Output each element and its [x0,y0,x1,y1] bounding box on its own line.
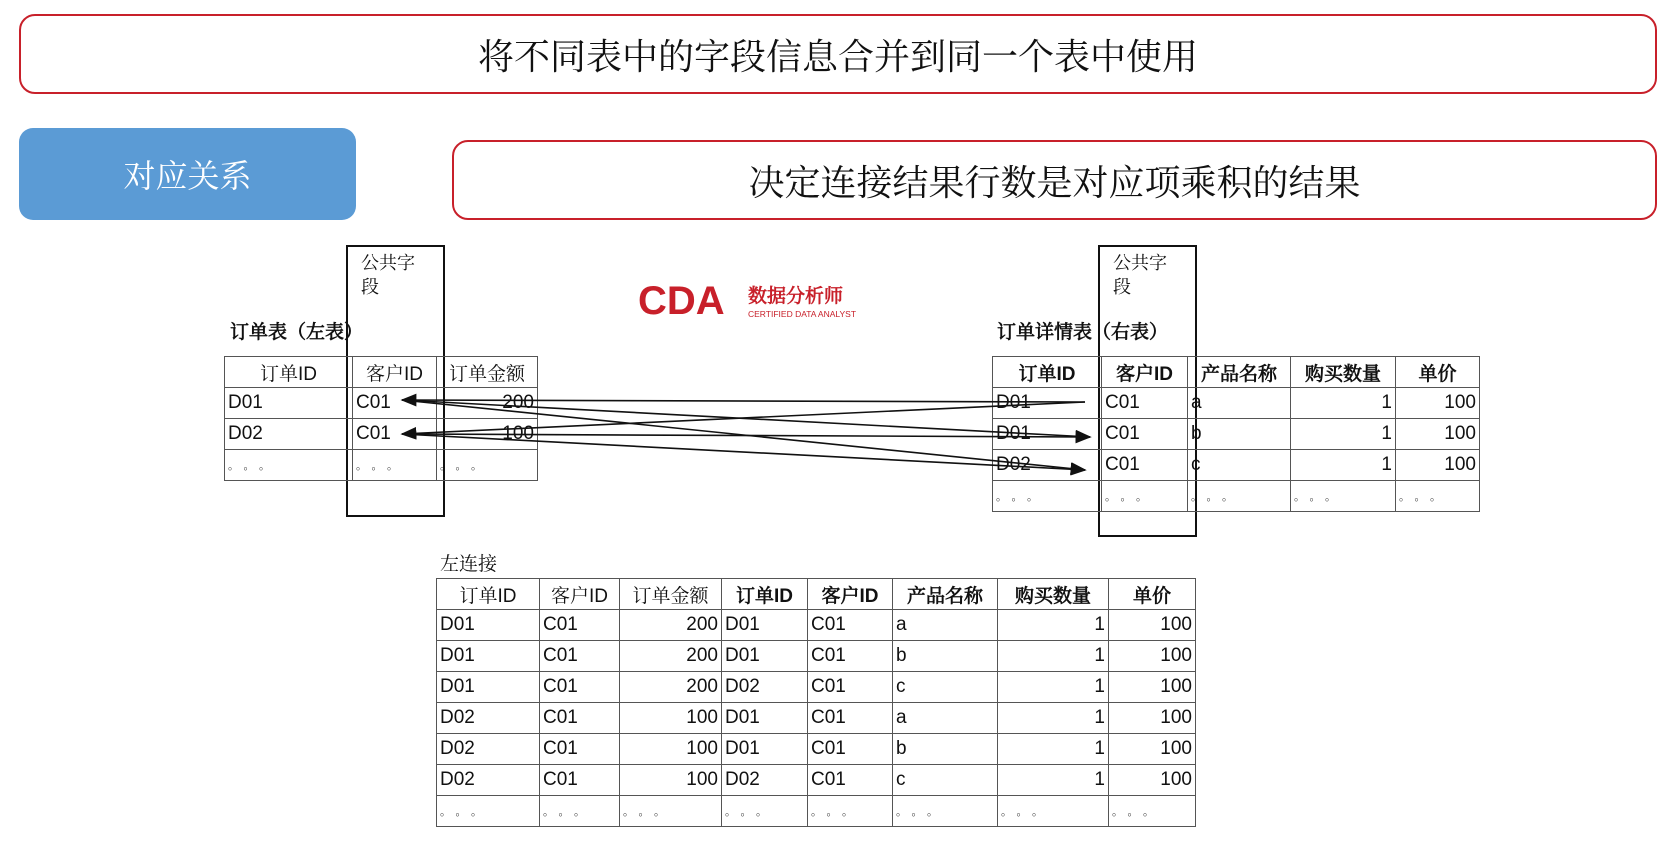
ellipsis-cell: 。。。 [993,481,1102,512]
table-cell: c [1188,450,1291,481]
column-header: 产品名称 [893,579,998,610]
table-cell: a [1188,388,1291,419]
table-cell: C01 [808,703,893,734]
right-common-field-label: 公共字段 [1113,253,1167,298]
rule-text: 决定连接结果行数是对应项乘积的结果 [748,162,1361,204]
ellipsis-cell: 。。。 [893,796,998,827]
table-cell: D01 [437,610,540,641]
column-header: 订单ID [437,579,540,610]
table-cell: D01 [993,388,1102,419]
mapping-arrow [402,434,1090,437]
table-cell: 200 [437,388,538,419]
table-cell: D02 [722,672,808,703]
table-cell: a [893,703,998,734]
mapping-arrow [402,434,1085,470]
ellipsis-cell: 。。。 [225,450,353,481]
table-cell: 100 [1396,450,1480,481]
column-header: 订单金额 [437,357,538,388]
column-header: 客户ID [540,579,620,610]
table-cell: C01 [540,734,620,765]
table-cell: a [893,610,998,641]
table-cell: 100 [1109,610,1196,641]
column-header: 购买数量 [998,579,1109,610]
column-header: 产品名称 [1188,357,1291,388]
table-cell: C01 [540,610,620,641]
ellipsis-cell: 。。。 [722,796,808,827]
table-cell: D02 [993,450,1102,481]
column-header: 客户ID [1102,357,1188,388]
ellipsis-cell: 。。。 [437,450,538,481]
table-cell: 100 [1109,765,1196,796]
table-cell: C01 [808,641,893,672]
table-cell: D01 [722,703,808,734]
table-row [437,765,1196,796]
table-cell: b [1188,419,1291,450]
table-row [437,703,1196,734]
logo-cn: 数据分析师 [748,285,844,307]
ellipsis-cell: 。。。 [1291,481,1396,512]
table-cell: D01 [722,734,808,765]
table-row [437,641,1196,672]
table-cell: C01 [353,419,437,450]
result-table [436,578,1196,827]
right-table-caption: 订单详情表（右表） [997,321,1169,343]
table-cell: 100 [1109,703,1196,734]
title-text: 将不同表中的字段信息合并到同一个表中使用 [477,36,1198,78]
table-cell: b [893,641,998,672]
table-cell: C01 [353,388,437,419]
table-cell: C01 [540,703,620,734]
table-cell: 100 [1109,734,1196,765]
column-header: 购买数量 [1291,357,1396,388]
column-header: 订单金额 [620,579,722,610]
ellipsis-cell: 。。。 [437,796,540,827]
table-cell: 1 [998,703,1109,734]
table-cell: C01 [808,765,893,796]
ellipsis-cell: 。。。 [1109,796,1196,827]
table-cell: C01 [808,610,893,641]
table-cell: C01 [1102,419,1188,450]
table-cell: C01 [540,765,620,796]
column-header: 订单ID [993,357,1102,388]
table-row [437,734,1196,765]
table-row [437,672,1196,703]
table-row [437,610,1196,641]
table-cell: D01 [437,641,540,672]
mapping-arrow [402,400,1085,402]
table-cell: D01 [225,388,353,419]
table-cell: C01 [808,672,893,703]
ellipsis-cell: 。。。 [1188,481,1291,512]
table-cell: 1 [998,641,1109,672]
table-cell: 1 [998,765,1109,796]
table-cell: c [893,672,998,703]
table-cell: C01 [1102,450,1188,481]
table-cell: C01 [808,734,893,765]
table-cell: b [893,734,998,765]
ellipsis-cell: 。。。 [1102,481,1188,512]
table-cell: 1 [998,672,1109,703]
result-table-caption: 左连接 [440,553,498,575]
result-table-header-row [437,579,1196,610]
table-cell: 100 [1109,641,1196,672]
logo-en: CERTIFIED DATA ANALYST [748,309,857,319]
mapping-arrow [402,400,1090,437]
relation-tag-label: 对应关系 [123,157,252,195]
table-cell: D01 [722,641,808,672]
table-cell: 100 [1109,672,1196,703]
ellipsis-cell: 。。。 [998,796,1109,827]
column-header: 订单ID [225,357,353,388]
table-cell: D01 [722,610,808,641]
table-cell: C01 [540,672,620,703]
table-cell: C01 [540,641,620,672]
table-cell: 200 [620,610,722,641]
table-cell: 1 [998,734,1109,765]
column-header: 单价 [1109,579,1196,610]
ellipsis-row [437,796,1196,827]
table-cell: D02 [437,703,540,734]
table-cell: D02 [437,765,540,796]
table-cell: c [893,765,998,796]
table-cell: D02 [437,734,540,765]
column-header: 客户ID [353,357,437,388]
left-common-field-label: 公共字段 [361,253,415,298]
table-cell: 1 [1291,388,1396,419]
ellipsis-cell: 。。。 [620,796,722,827]
ellipsis-cell: 。。。 [808,796,893,827]
table-cell: 100 [1396,419,1480,450]
table-cell: 200 [620,672,722,703]
table-cell: 100 [1396,388,1480,419]
table-cell: 100 [620,734,722,765]
column-header: 客户ID [808,579,893,610]
table-cell: D02 [722,765,808,796]
column-header: 订单ID [722,579,808,610]
table-cell: 100 [620,703,722,734]
table-cell: 100 [620,765,722,796]
table-cell: 200 [620,641,722,672]
ellipsis-cell: 。。。 [540,796,620,827]
table-cell: D01 [437,672,540,703]
ellipsis-cell: 。。。 [353,450,437,481]
table-cell: 1 [1291,450,1396,481]
table-cell: 1 [998,610,1109,641]
table-cell: 100 [437,419,538,450]
ellipsis-cell: 。。。 [1396,481,1480,512]
column-header: 单价 [1396,357,1480,388]
table-cell: D02 [225,419,353,450]
table-cell: C01 [1102,388,1188,419]
table-cell: D01 [993,419,1102,450]
logo-mark: CDA [638,282,725,322]
left-table-caption: 订单表（左表） [230,321,364,343]
table-cell: 1 [1291,419,1396,450]
